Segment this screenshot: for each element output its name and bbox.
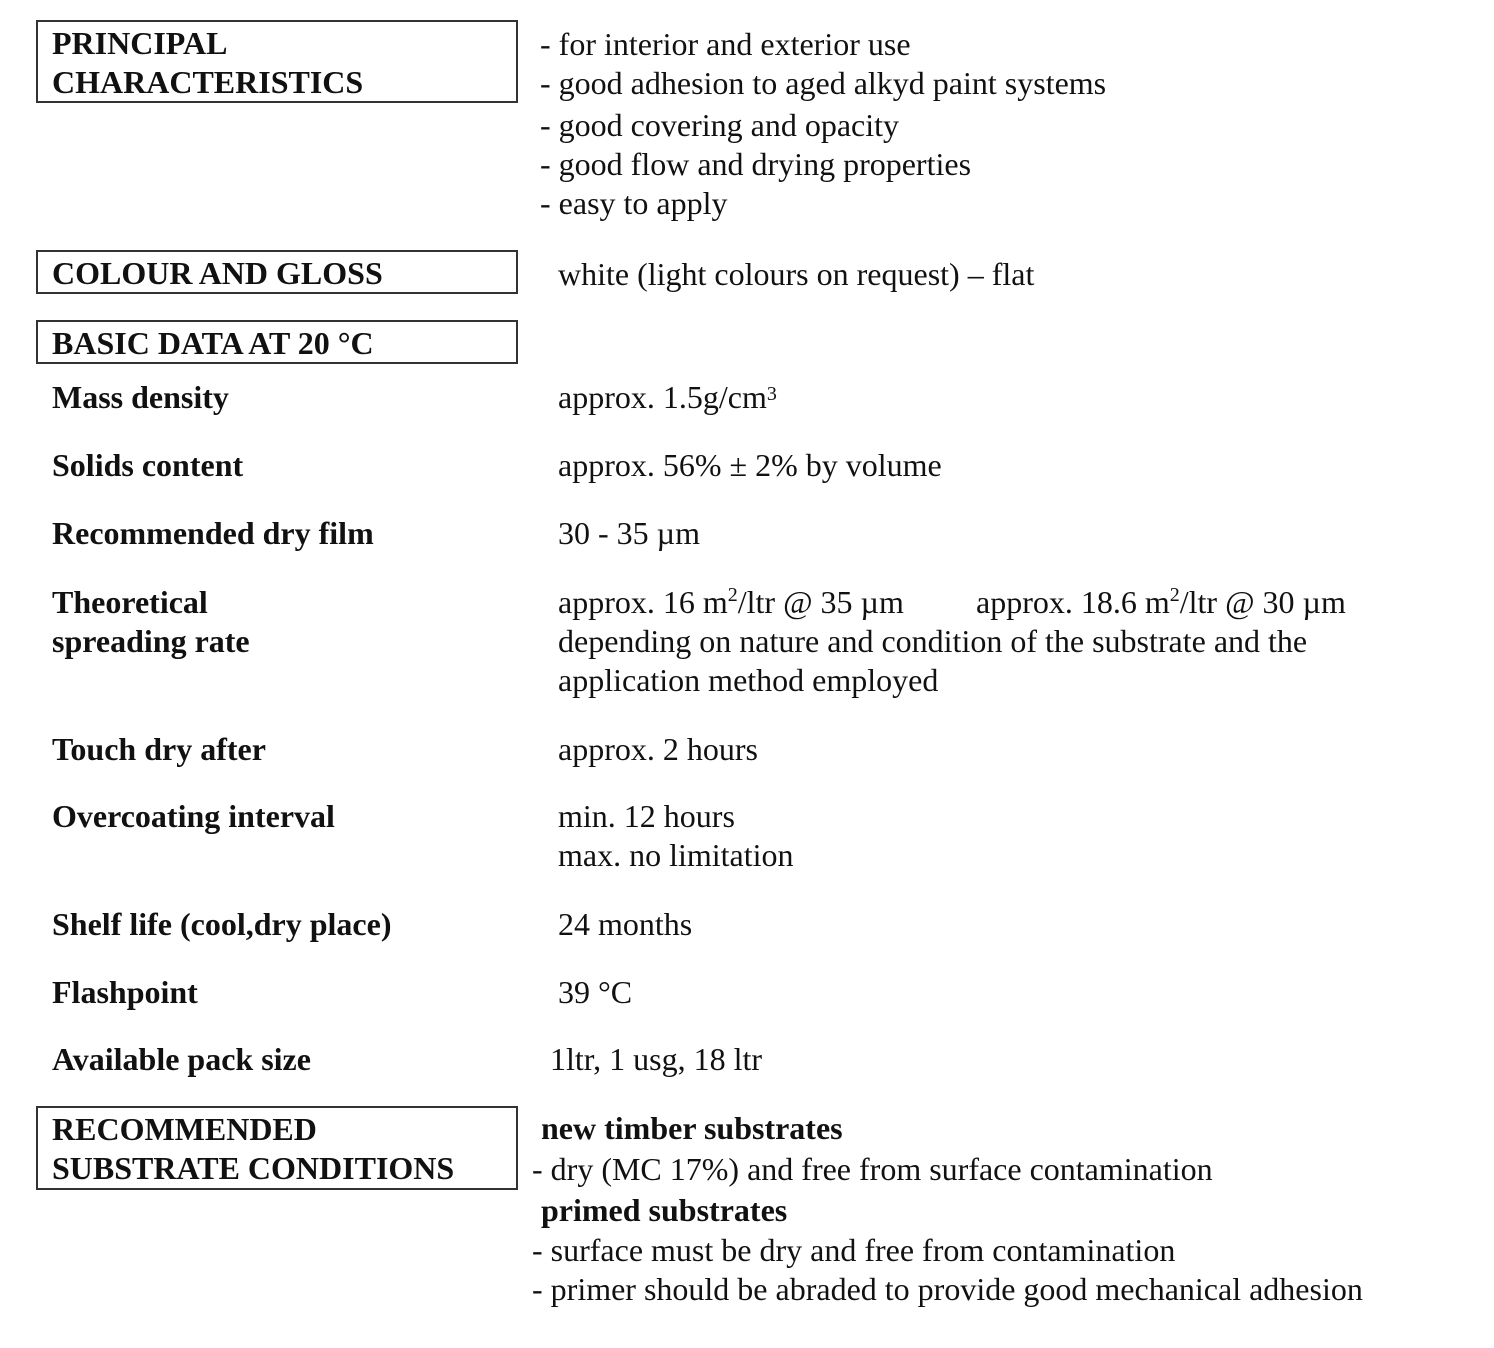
spreading-rate-note: application method employed — [558, 662, 939, 698]
characteristic-item: - for interior and exterior use — [540, 26, 911, 62]
flashpoint-label: Flashpoint — [52, 974, 198, 1010]
value-text: approx. 18.6 m — [976, 584, 1170, 620]
heading-line: CHARACTERISTICS — [52, 64, 364, 100]
new-timber-title: new timber substrates — [541, 1110, 843, 1146]
overcoating-min: min. 12 hours — [558, 798, 735, 834]
label-line: Theoretical — [52, 584, 208, 620]
spreading-rate-value-30 — [976, 583, 1346, 622]
solids-content-value: approx. 56% ± 2% by volume — [558, 447, 942, 483]
mass-density-value — [558, 378, 777, 417]
colour-gloss-value: white (light colours on request) – flat — [558, 256, 1035, 292]
shelf-life-value: 24 months — [558, 906, 693, 942]
new-timber-item: - dry (MC 17%) and free from surface contamination — [532, 1151, 1213, 1187]
heading-line: SUBSTRATE CONDITIONS — [52, 1150, 455, 1186]
basic-data-heading — [36, 320, 518, 364]
value-text: /ltr @ 30 µm — [1179, 584, 1346, 620]
spreading-rate-note: depending on nature and condition of the substrate and the — [558, 623, 1308, 659]
value-text: approx. 16 m — [558, 584, 728, 620]
solids-content-label: Solids content — [52, 447, 244, 483]
characteristic-item: - good adhesion to aged alkyd paint systems — [540, 65, 1107, 101]
touch-dry-value: approx. 2 hours — [558, 731, 758, 767]
value-text: /ltr @ 35 µm — [737, 584, 904, 620]
primed-item: - surface must be dry and free from contamination — [532, 1232, 1176, 1268]
overcoating-label: Overcoating interval — [52, 798, 335, 834]
heading-line: PRINCIPAL — [52, 25, 228, 61]
principal-characteristics-heading — [36, 20, 518, 103]
touch-dry-label: Touch dry after — [52, 731, 266, 767]
heading-line: BASIC DATA AT 20 °C — [52, 325, 374, 361]
primed-title: primed substrates — [541, 1192, 788, 1228]
overcoating-max: max. no limitation — [558, 837, 794, 873]
primed-item: - primer should be abraded to provide good mechanical adhesion — [532, 1271, 1363, 1307]
label-line: spreading rate — [52, 623, 250, 659]
characteristic-item: - easy to apply — [540, 185, 728, 221]
colour-gloss-heading — [36, 250, 518, 294]
mass-density-number: approx. 1.5g/cm — [558, 379, 767, 415]
shelf-life-label: Shelf life (cool,dry place) — [52, 906, 392, 942]
substrate-conditions-heading — [36, 1106, 518, 1190]
characteristic-item: - good flow and drying properties — [540, 146, 972, 182]
heading-line: COLOUR AND GLOSS — [52, 255, 383, 291]
pack-size-label: Available pack size — [52, 1041, 311, 1077]
spreading-rate-label — [52, 583, 250, 661]
dry-film-value: 30 - 35 µm — [558, 515, 700, 551]
heading-line: RECOMMENDED — [52, 1111, 317, 1147]
superscript: 2 — [1169, 584, 1180, 606]
dry-film-label: Recommended dry film — [52, 515, 374, 551]
mass-density-label: Mass density — [52, 379, 229, 415]
superscript: 3 — [766, 383, 777, 405]
flashpoint-value: 39 °C — [558, 974, 633, 1010]
pack-size-value: 1ltr, 1 usg, 18 ltr — [550, 1041, 763, 1077]
spreading-rate-value-35 — [558, 583, 904, 622]
characteristic-item: - good covering and opacity — [540, 107, 899, 143]
superscript: 2 — [727, 584, 738, 606]
